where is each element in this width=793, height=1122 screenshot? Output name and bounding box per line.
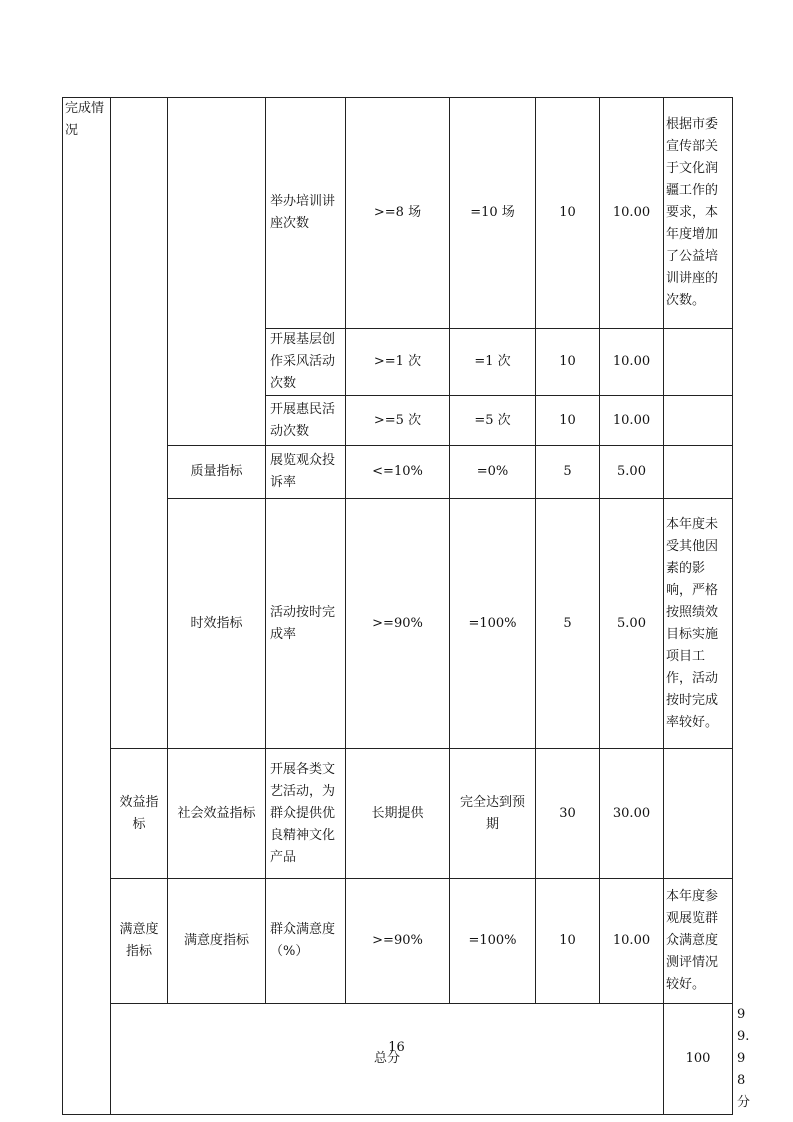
output-indicator-cell [111,98,168,749]
weight-value: 10 [536,98,600,329]
actual-value: =10 场 [450,98,536,329]
target-value: >=90% [346,879,450,1004]
target-value: >=5 次 [346,396,450,446]
page-number: 16 [388,1040,405,1055]
target-value: 长期提供 [346,749,450,879]
total-label: 总分 [111,1004,664,1115]
weight-value: 10 [536,879,600,1004]
deviation-note: 根据市委宣传部关于文化润疆工作的要求，本年度增加了公益培训讲座的次数。 [664,98,733,329]
indicator-name: 群众满意度（%） [266,879,346,1004]
actual-value: =1 次 [450,329,536,396]
deviation-note [664,749,733,879]
indicator-name: 展览观众投诉率 [266,446,346,499]
level2-indicator: 社会效益指标 [168,749,266,879]
target-value: <=10% [346,446,450,499]
deviation-note [664,396,733,446]
score-value: 10.00 [600,329,664,396]
weight-value: 30 [536,749,600,879]
level1-indicator: 效益指标 [111,749,168,879]
deviation-note: 本年度未受其他因素的影响，严格按照绩效目标实施项目工作，活动按时完成率较好。 [664,499,733,749]
target-value: >=8 场 [346,98,450,329]
level2-indicator: 满意度指标 [168,879,266,1004]
indicator-name: 开展惠民活动次数 [266,396,346,446]
weight-value: 10 [536,396,600,446]
actual-value: =5 次 [450,396,536,446]
weight-value: 5 [536,499,600,749]
indicator-name: 举办培训讲座次数 [266,98,346,329]
indicator-name: 开展各类文艺活动，为群众提供优良精神文化产品 [266,749,346,879]
deviation-note [664,329,733,396]
level1-indicator: 满意度指标 [111,879,168,1004]
quantity-indicator-cell [168,98,266,446]
indicator-name: 开展基层创作采风活动次数 [266,329,346,396]
target-value: >=90% [346,499,450,749]
level2-indicator: 时效指标 [168,499,266,749]
score-value: 30.00 [600,749,664,879]
actual-value: 完全达到预期 [450,749,536,879]
score-value: 5.00 [600,446,664,499]
score-value: 10.00 [600,879,664,1004]
weight-value: 5 [536,446,600,499]
performance-table: 完成情况 举办培训讲座次数 >=8 场 =10 场 10 10.00 根据市委宣传部关于文化润疆工作的要求，本年度增加了公益培训讲座的次数。 开展基层创作采风活动次数 >=1 次 =1 次 10 10.00 开展惠民活动次数 >=5 次 =5 次 10 10.00 质量指标 展览观众投诉率 <=10% =0% 5 5.00 时效指标 活动按时完成率 >=90% =100% 5 5.00 本年度未受其他因素的影响，严格按照绩效目标实施项目工作，活动按时完成率较好。 效益指标 社会效益指标 开展各类文艺活动，为群众提供优良精神文化产品 长期提供 完全达到预期 30 30.00 满意度指标 满意度指标 群众满意度（%） >=90% =100% 10 10.00 本年度参观展览群众满意度测评情况较好。 总分 100 99.98 分 [62,97,733,1115]
score-value: 5.00 [600,499,664,749]
score-value: 10.00 [600,396,664,446]
weight-value: 10 [536,329,600,396]
actual-value: =100% [450,879,536,1004]
indicator-name: 活动按时完成率 [266,499,346,749]
deviation-note [664,446,733,499]
deviation-note: 本年度参观展览群众满意度测评情况较好。 [664,879,733,1004]
actual-value: =0% [450,446,536,499]
score-value: 10.00 [600,98,664,329]
target-value: >=1 次 [346,329,450,396]
level2-indicator: 质量指标 [168,446,266,499]
total-weight: 100 [664,1004,733,1115]
actual-value: =100% [450,499,536,749]
completion-status-label: 完成情况 [63,98,111,1115]
